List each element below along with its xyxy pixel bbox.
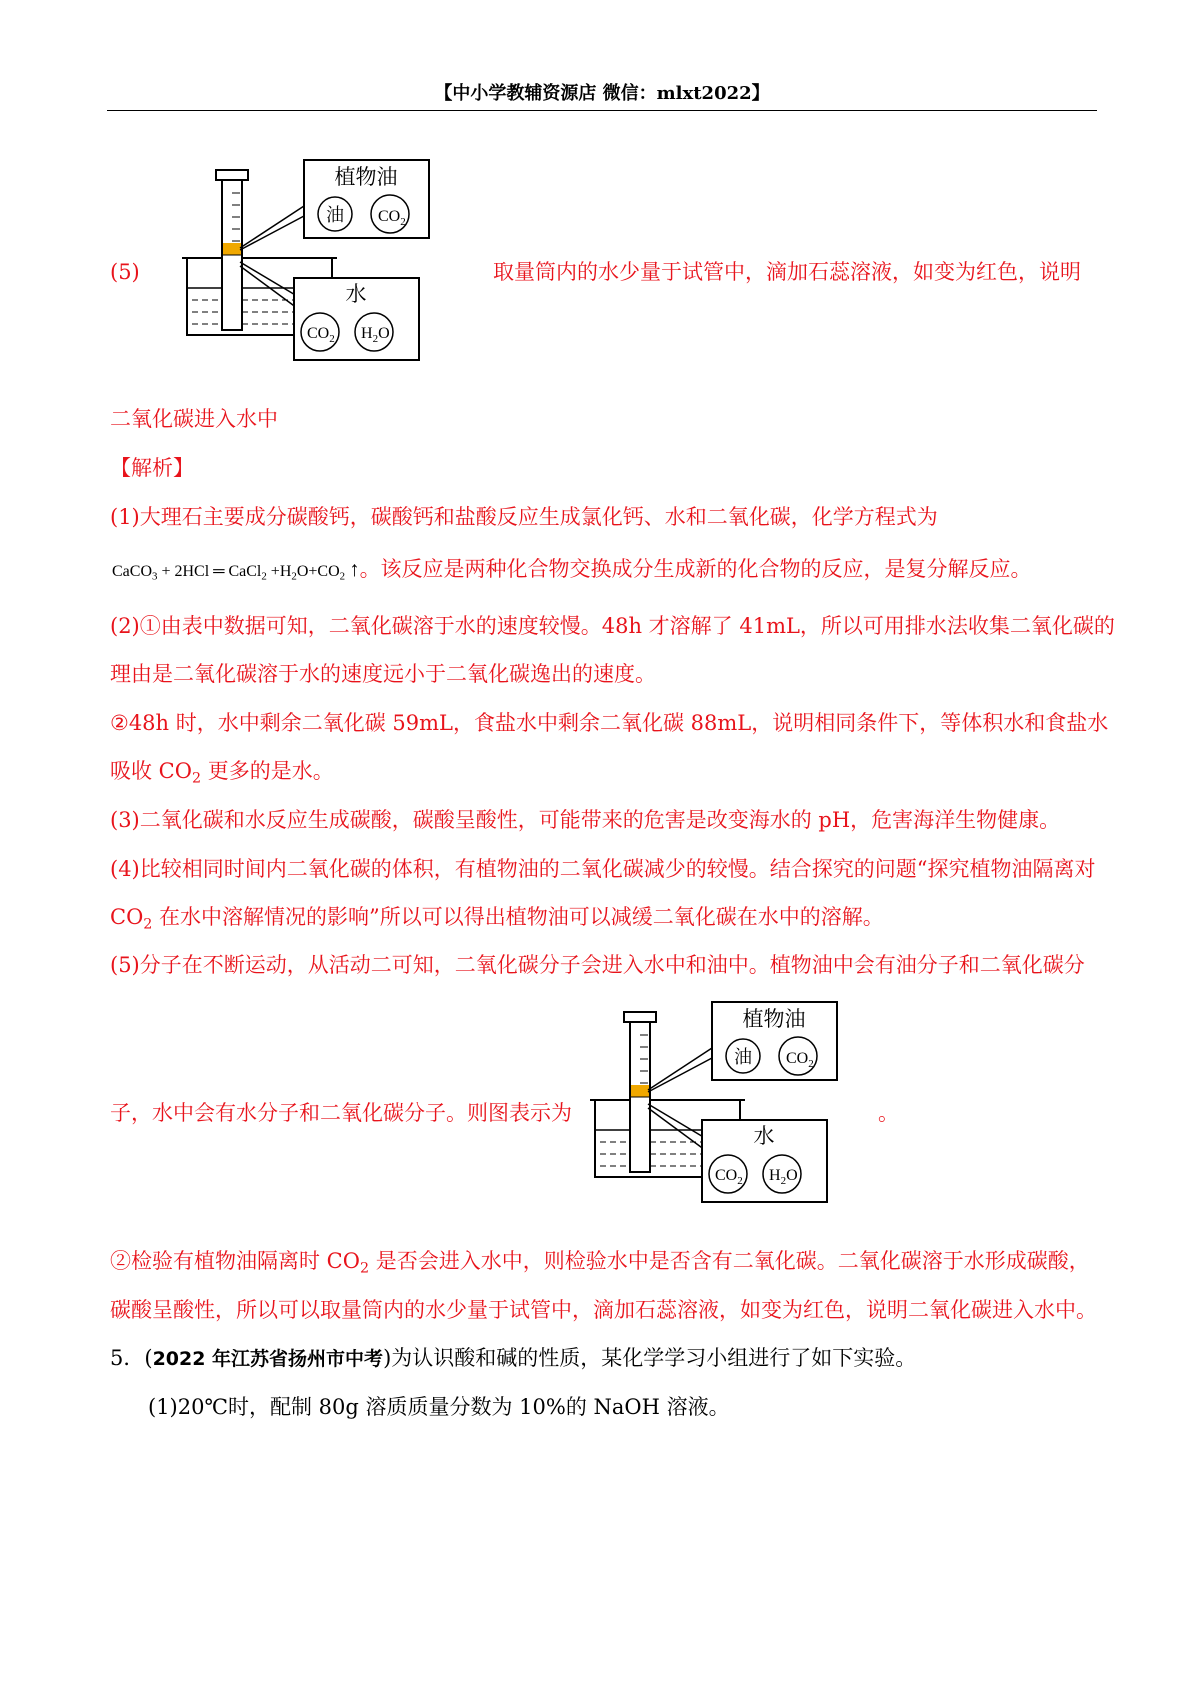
h2o-h-2: H: [769, 1167, 781, 1184]
h2o-subscript-2: 2: [780, 1175, 787, 1187]
co2-subscript-water-2: 2: [737, 1175, 743, 1187]
equation-tail: 。该反应是两种化合物交换成分生成新的化合物的反应，是复分解反应。: [359, 557, 1032, 581]
p6a-pre: ②检验有植物油隔离时 CO: [110, 1249, 360, 1273]
analysis-p2b: 理由是二氧化碳溶于水的速度远小于二氧化碳逸出的速度。: [110, 662, 656, 686]
chemical-equation: [112, 555, 1032, 586]
analysis-p4b: [110, 903, 884, 931]
equation-formula: CaCO$_3$ + 2HCl ═ CaCl$_2$ $+H_2O+CO_2$ ↑: [112, 557, 360, 583]
oil-water-diagram-1: [182, 158, 447, 383]
page-header: 【中小学教辅资源店 微信：mlxt2022】: [434, 83, 770, 104]
co2-subscript-water: 2: [329, 333, 335, 345]
analysis-p5b: 子，水中会有水分子和二氧化碳分子。则图表示为: [110, 1101, 572, 1125]
oil-layer: [223, 243, 241, 255]
analysis-p2a: (2)①由表中数据可知，二氧化碳溶于水的速度较慢。48h 才溶解了 41mL，所以可用排水法收集二氧化碳的: [110, 614, 1115, 638]
analysis-p3: (3)二氧化碳和水反应生成碳酸，碳酸呈酸性，可能带来的危害是改变海水的 pH，危害海洋生物健康。: [110, 808, 1061, 832]
q5-answer-part1: 取量筒内的水少量于试管中，滴加石蕊溶液，如变为红色，说明: [493, 260, 1081, 284]
h2o-o: O: [378, 325, 390, 342]
h2o-h: H: [361, 325, 373, 342]
water-label-2: 水: [753, 1124, 775, 1148]
co2-symbol: CO: [378, 208, 401, 225]
oil-molecule-label: 油: [326, 205, 344, 226]
question-5-sub1: (1)20℃时，配制 80g 溶质质量分数为 10%的 NaOH 溶液。: [148, 1395, 730, 1419]
q5-label: (5): [110, 260, 140, 284]
question-number: 5．(: [110, 1346, 153, 1370]
p4b-sub: 2: [143, 916, 153, 933]
co2-symbol-2: CO: [786, 1050, 809, 1067]
p6a-post: 是否会进入水中，则检验水中是否含有二氧化碳。二氧化碳溶于水形成碳酸，: [369, 1249, 1090, 1273]
p4b-post: 在水中溶解情况的影响”所以可以得出植物油可以减缓二氧化碳在水中的溶解。: [152, 905, 884, 929]
question-source: 2022 年江苏省扬州市中考: [152, 1348, 384, 1370]
oil-layer-2: [631, 1085, 649, 1097]
analysis-p5a: (5)分子在不断运动，从活动二可知，二氧化碳分子会进入水中和油中。植物油中会有油分子和二氧化碳分: [110, 953, 1085, 977]
question-5-stem: [110, 1344, 916, 1373]
oil-water-diagram-2: [590, 1000, 855, 1225]
analysis-p2d: [110, 757, 334, 785]
p4b-pre: CO: [110, 905, 144, 929]
co2-subscript-2: 2: [808, 1058, 814, 1070]
analysis-p2c: ②48h 时，水中剩余二氧化碳 59mL，食盐水中剩余二氧化碳 88mL，说明相同条件下，等体积水和食盐水: [110, 711, 1109, 735]
analysis-title: 【解析】: [110, 456, 194, 480]
h2o-subscript: 2: [372, 333, 379, 345]
header-divider: [107, 110, 1097, 111]
oil-molecule-label-2: 油: [734, 1047, 752, 1068]
h2o-o-2: O: [786, 1167, 798, 1184]
p2d-post: 更多的是水。: [201, 759, 334, 783]
oil-label-2: 植物油: [742, 1007, 806, 1031]
p6a-sub: 2: [359, 1260, 370, 1277]
analysis-p5b-end: 。: [878, 1101, 899, 1125]
co2-subscript: 2: [400, 216, 406, 228]
question-text: )为认识酸和碱的性质，某化学学习小组进行了如下实验。: [383, 1346, 917, 1370]
analysis-p6a: [110, 1247, 1090, 1275]
q5-answer-part2: 二氧化碳进入水中: [110, 407, 278, 431]
analysis-p1: (1)大理石主要成分碳酸钙，碳酸钙和盐酸反应生成氯化钙、水和二氧化碳，化学方程式为: [110, 505, 938, 529]
diagram-svg: [182, 158, 447, 383]
water-label: 水: [345, 282, 367, 306]
p2d-pre: 吸收 CO: [110, 759, 192, 783]
co2-symbol-water-2: CO: [715, 1167, 738, 1184]
diagram-svg-2: [590, 1000, 855, 1225]
analysis-p4a: (4)比较相同时间内二氧化碳的体积，有植物油的二氧化碳减少的较慢。结合探究的问题“探究植物油隔离对: [110, 857, 1096, 881]
p2d-sub: 2: [191, 770, 202, 787]
co2-symbol-water: CO: [307, 325, 330, 342]
oil-label: 植物油: [334, 165, 398, 189]
analysis-p6b: 碳酸呈酸性，所以可以取量筒内的水少量于试管中，滴加石蕊溶液，如变为红色，说明二氧化碳进入水中。: [110, 1298, 1097, 1322]
